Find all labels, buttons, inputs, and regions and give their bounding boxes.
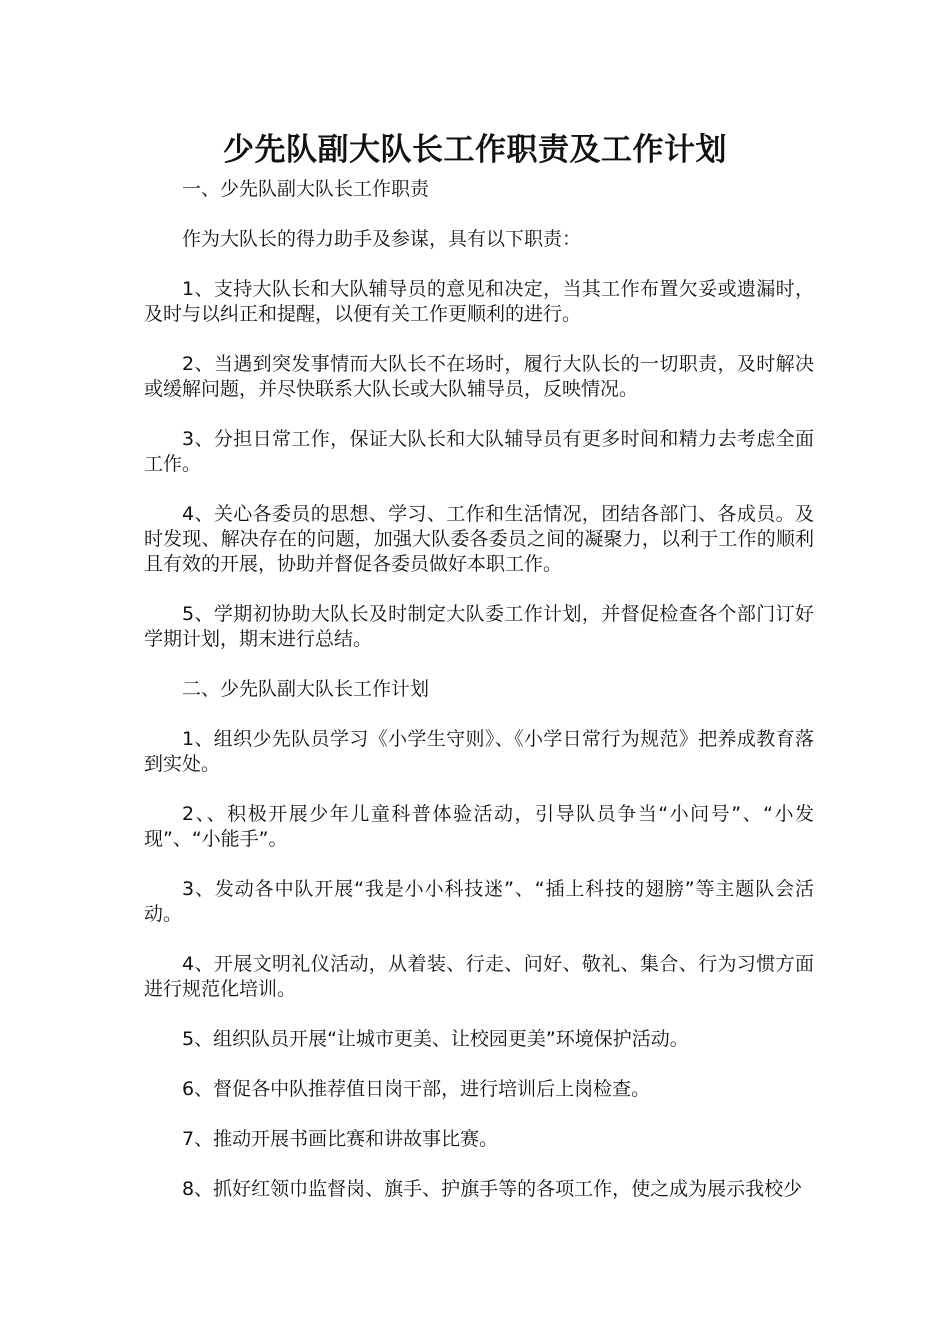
section-heading-duties: 一、少先队副大队长工作职责: [182, 178, 430, 200]
plan-item-4: 4、开展文明礼仪活动，从着装、行走、问好、敬礼、集合、行为习惯方面进行规范化培训。: [144, 953, 814, 1000]
plan-item-2: 2、、积极开展少年儿童科普体验活动，引导队员争当“小问号”、“小发现”、“小能手”。: [144, 803, 814, 850]
plan-item-6: 6、督促各中队推荐值日岗干部，进行培训后上岗检查。: [182, 1078, 651, 1100]
plan-item-3: 3、发动各中队开展“我是小小科技迷”、“插上科技的翅膀”等主题队会活动。: [144, 878, 814, 925]
plan-item-7: 7、推动开展书画比赛和讲故事比赛。: [182, 1128, 499, 1150]
paragraph-intro: 作为大队长的得力助手及参谋，具有以下职责：: [182, 228, 582, 250]
document-title: 少先队副大队长工作职责及工作计划: [223, 132, 727, 168]
duty-item-3: 3、分担日常工作，保证大队长和大队辅导员有更多时间和精力去考虑全面工作。: [144, 428, 814, 475]
plan-item-1: 1、组织少先队员学习《小学生守则》、《小学日常行为规范》把养成教育落到实处。: [144, 728, 814, 775]
plan-item-5: 5、组织队员开展“让城市更美、让校园更美”环境保护活动。: [182, 1028, 689, 1050]
section-heading-plan: 二、少先队副大队长工作计划: [182, 678, 430, 700]
document-body: [144, 177, 814, 1227]
duty-item-5: 5、学期初协助大队长及时制定大队委工作计划，并督促检查各个部门订好学期计划，期末进行总结。: [144, 603, 814, 650]
duty-item-2: 2、当遇到突发事情而大队长不在场时，履行大队长的一切职责，及时解决或缓解问题，并尽快联系大队长或大队辅导员，反映情况。: [144, 353, 814, 400]
plan-item-8: 8、抓好红领巾监督岗、旗手、护旗手等的各项工作，使之成为展示我校少: [182, 1178, 803, 1200]
duty-item-1: 1、支持大队长和大队辅导员的意见和决定，当其工作布置欠妥或遗漏时，及时与以纠正和提醒，以便有关工作更顺利的进行。: [144, 278, 814, 325]
duty-item-4: 4、关心各委员的思想、学习、工作和生活情况，团结各部门、各成员。及时发现、解决存在的问题，加强大队委各委员之间的凝聚力，以利于工作的顺利且有效的开展，协助并督促各委员做好本职工作。: [144, 503, 814, 575]
